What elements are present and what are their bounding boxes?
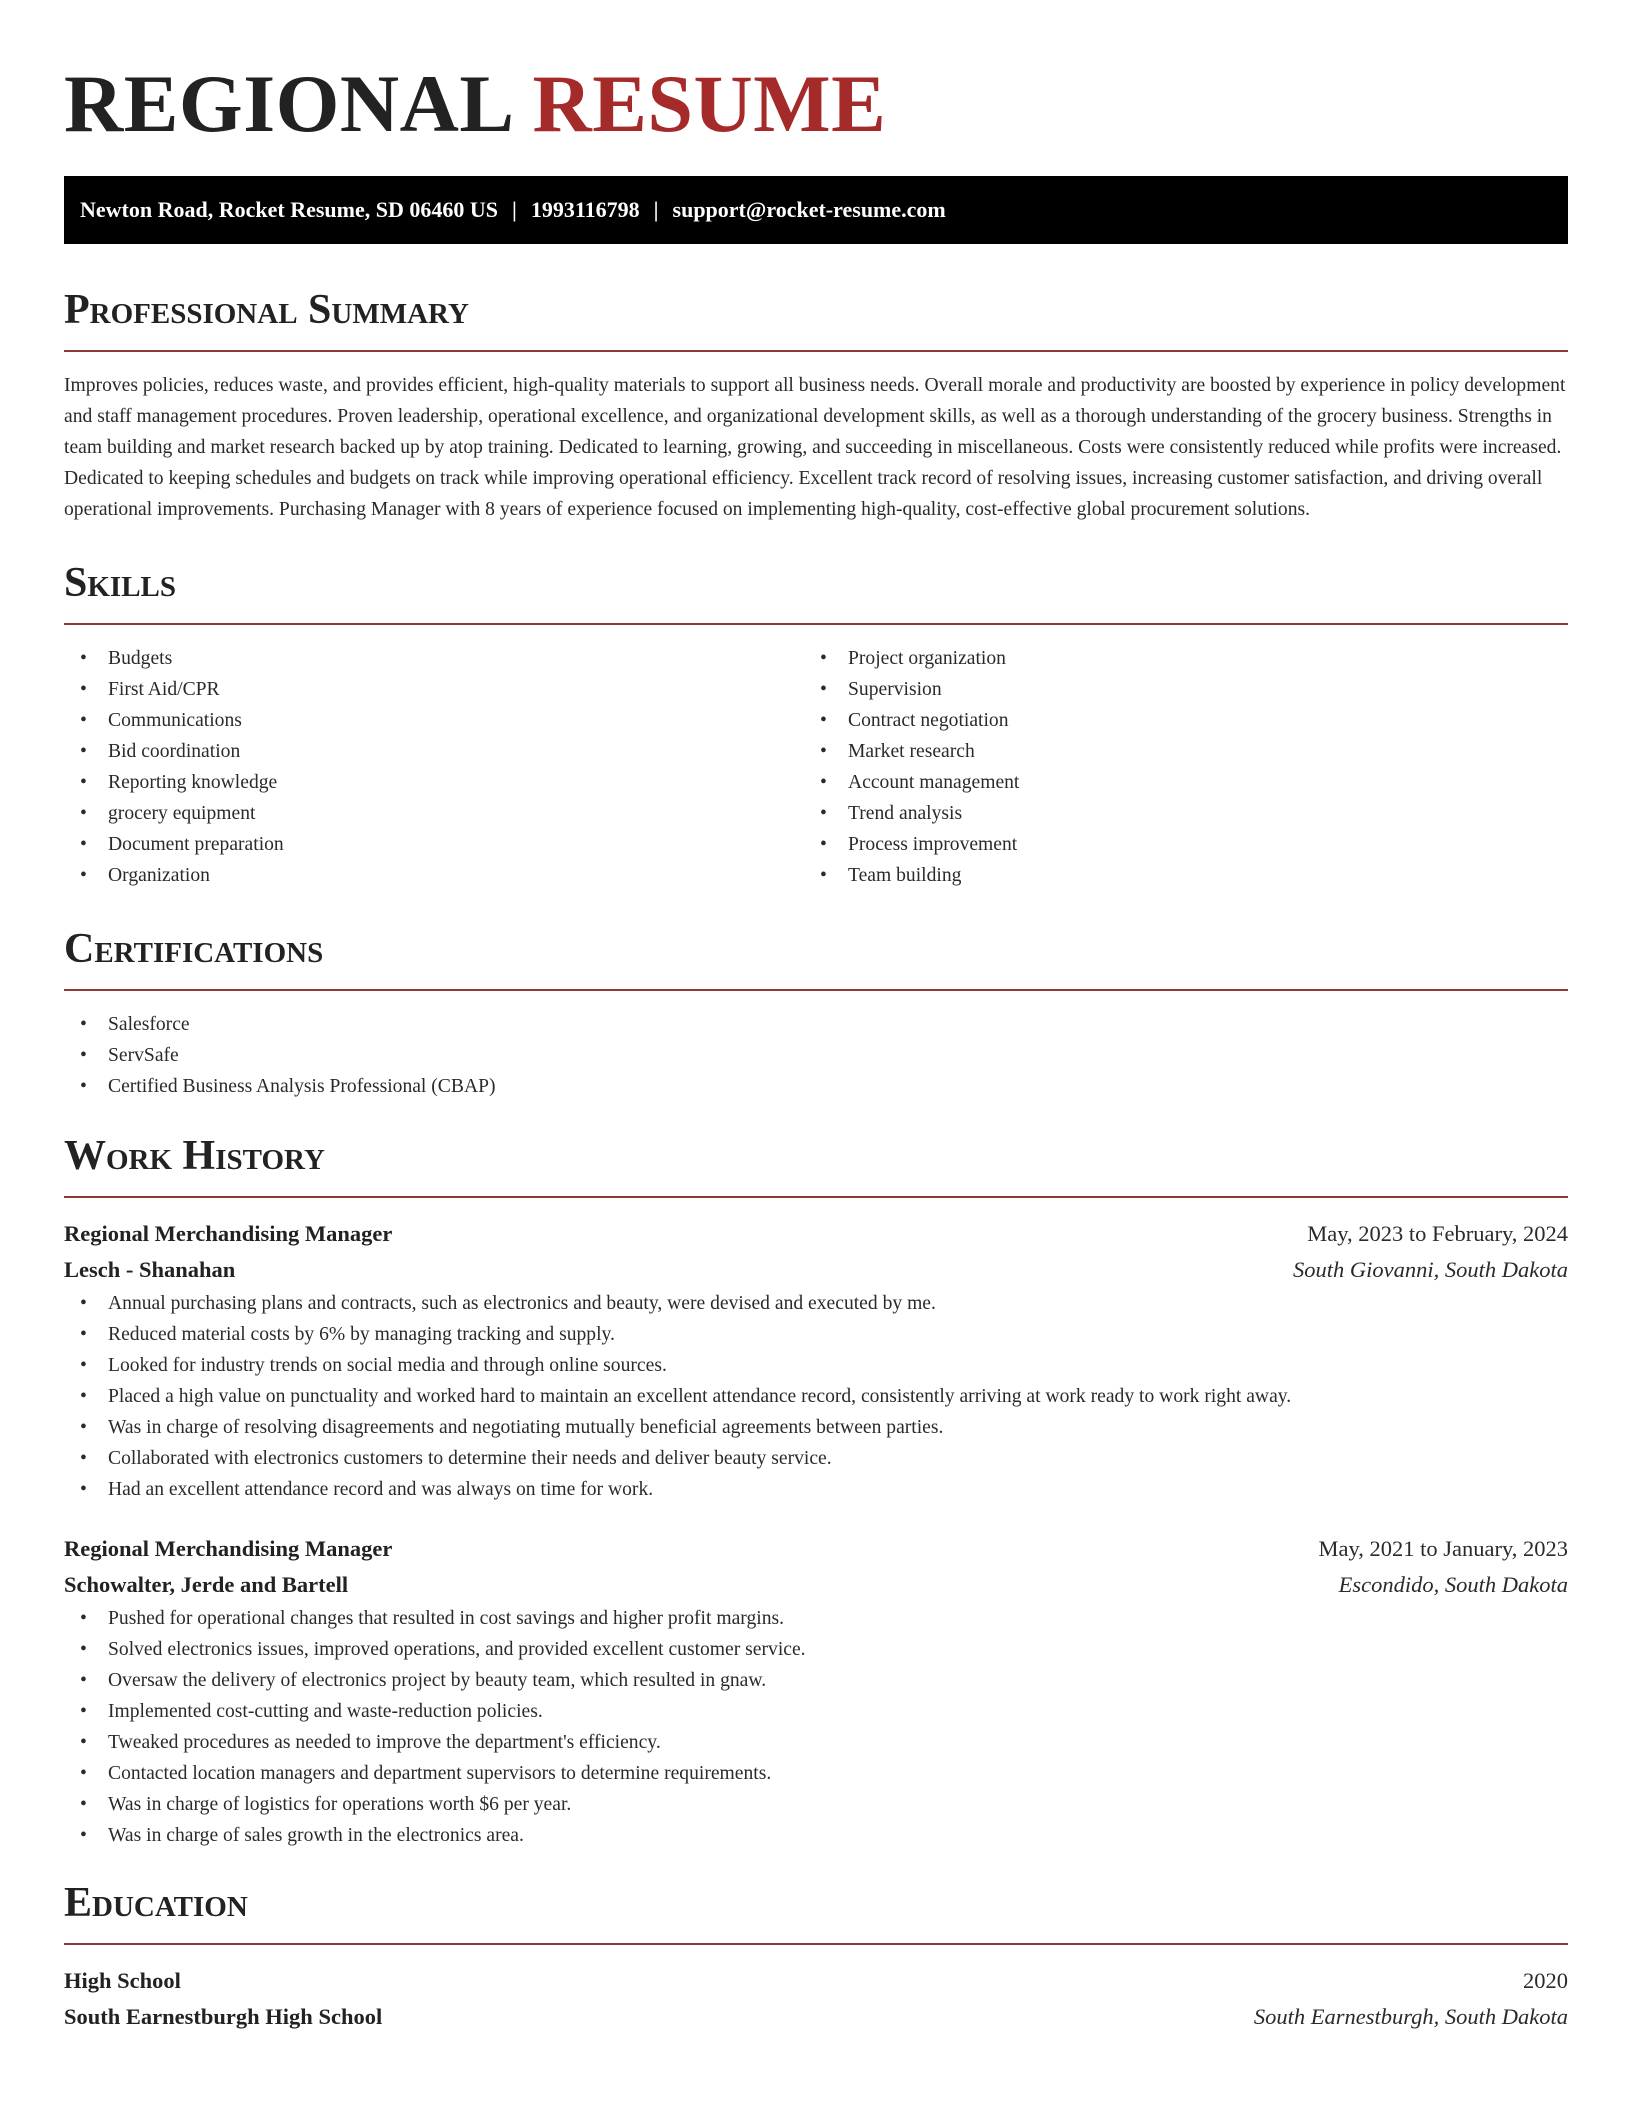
section-divider xyxy=(64,623,1568,625)
resume-title xyxy=(64,0,1568,150)
section-heading-work-history: Work History xyxy=(64,1133,325,1179)
job-location: South Giovanni, South Dakota xyxy=(1293,1257,1568,1282)
contact-separator: | xyxy=(512,197,517,222)
contact-address: Newton Road, Rocket Resume, SD 06460 US xyxy=(80,197,498,222)
job-duty-item: • Tweaked procedures as needed to improve the department's efficiency. xyxy=(64,1727,1568,1758)
skills-grid xyxy=(64,643,1568,891)
skill-item: • Market research xyxy=(804,736,1544,767)
skill-item: • Budgets xyxy=(64,643,804,674)
certifications-section xyxy=(64,925,1568,1102)
title-first-word: REGIONAL xyxy=(64,58,515,149)
section-heading-summary: Professional Summary xyxy=(64,287,469,333)
certification-item: • Salesforce xyxy=(64,1009,1568,1040)
education-school-row xyxy=(64,1999,1568,2035)
section-heading-education: Education xyxy=(64,1880,248,1926)
education-degree: High School xyxy=(64,1968,181,1993)
skill-item: • Organization xyxy=(64,860,804,891)
job-title: Regional Merchandising Manager xyxy=(64,1221,393,1246)
job-title: Regional Merchandising Manager xyxy=(64,1536,393,1561)
skill-item: • Process improvement xyxy=(804,829,1544,860)
skill-item: • grocery equipment xyxy=(64,798,804,829)
job-duty-item: • Looked for industry trends on social media and through online sources. xyxy=(64,1350,1568,1381)
summary-text: Improves policies, reduces waste, and provides efficient, high-quality materials to support all business needs. Overall morale and productivity are boosted by experience in policy development and staff management procedures. Proven leadership, operational excellence, and organizational development skills, as well as a thorough understanding of the grocery business. Strengths in team building and market research backed up by atop training. Dedicated to learning, growing, and succeeding in miscellaneous. Costs were consistently reduced while profits were increased. Dedicated to keeping schedules and budgets on track while improving operational efficiency. Excellent track record of resolving issues, increasing customer satisfaction, and driving overall operational improvements. Purchasing Manager with 8 years of experience focused on implementing high-quality, cost-effective global procurement solutions. xyxy=(64,375,1566,520)
job-duty-item: • Collaborated with electronics customers to determine their needs and deliver beauty service. xyxy=(64,1443,1568,1474)
job-company-row xyxy=(64,1252,1568,1288)
contact-bar xyxy=(64,176,1568,244)
job-duties-list xyxy=(64,1288,1568,1505)
job-dates: May, 2023 to February, 2024 xyxy=(1307,1221,1568,1246)
job-company: Lesch - Shanahan xyxy=(64,1257,236,1282)
skills-section xyxy=(64,559,1568,891)
contact-phone: 1993116798 xyxy=(530,197,640,222)
contact-separator: | xyxy=(653,197,659,222)
certification-item: • Certified Business Analysis Professional (CBAP) xyxy=(64,1071,1568,1102)
job-company: Schowalter, Jerde and Bartell xyxy=(64,1572,349,1597)
job-duty-item: • Annual purchasing plans and contracts, such as electronics and beauty, were devised and executed by me. xyxy=(64,1288,1568,1319)
job-entry xyxy=(64,1216,1568,1505)
job-duty-item: • Had an excellent attendance record and was always on time for work. xyxy=(64,1474,1568,1505)
job-duties-list xyxy=(64,1603,1568,1851)
education-year: 2020 xyxy=(1523,1968,1568,1993)
skill-item: • Account management xyxy=(804,767,1544,798)
section-divider xyxy=(64,350,1568,352)
skill-item: • Contract negotiation xyxy=(804,705,1544,736)
job-duty-item: • Was in charge of logistics for operations worth $6 per year. xyxy=(64,1789,1568,1820)
section-heading-certifications: Certifications xyxy=(64,926,324,972)
job-dates: May, 2021 to January, 2023 xyxy=(1318,1536,1568,1561)
job-duty-item: • Was in charge of sales growth in the electronics area. xyxy=(64,1820,1568,1851)
job-duty-item: • Reduced material costs by 6% by managing tracking and supply. xyxy=(64,1319,1568,1350)
skill-item: • Supervision xyxy=(804,674,1544,705)
certification-item: • ServSafe xyxy=(64,1040,1568,1071)
job-entry xyxy=(64,1531,1568,1851)
education-section xyxy=(64,1879,1568,2035)
job-duty-item: • Solved electronics issues, improved operations, and provided excellent customer service. xyxy=(64,1634,1568,1665)
job-duty-item: • Oversaw the delivery of electronics project by beauty team, which resulted in gnaw. xyxy=(64,1665,1568,1696)
job-title-row xyxy=(64,1216,1568,1252)
education-school: South Earnestburgh High School xyxy=(64,2004,383,2029)
summary-section xyxy=(64,286,1568,525)
skill-item: • Team building xyxy=(804,860,1544,891)
section-divider xyxy=(64,1196,1568,1198)
job-duty-item: • Contacted location managers and department supervisors to determine requirements. xyxy=(64,1758,1568,1789)
skill-item: • Document preparation xyxy=(64,829,804,860)
skill-item: • Bid coordination xyxy=(64,736,804,767)
education-location: South Earnestburgh, South Dakota xyxy=(1253,2004,1568,2029)
section-heading-skills: Skills xyxy=(64,560,177,606)
job-duty-item: • Pushed for operational changes that resulted in cost savings and higher profit margins. xyxy=(64,1603,1568,1634)
contact-email: support@rocket-resume.com xyxy=(672,197,946,222)
skill-item: • Communications xyxy=(64,705,804,736)
job-company-row xyxy=(64,1567,1568,1603)
skill-item: • First Aid/CPR xyxy=(64,674,804,705)
skill-item: • Project organization xyxy=(804,643,1544,674)
skills-list-right xyxy=(804,643,1544,891)
section-divider xyxy=(64,989,1568,991)
work-history-section xyxy=(64,1132,1568,1851)
job-duty-item: • Placed a high value on punctuality and worked hard to maintain an excellent attendance record, consistently arriving at work ready to work right away. xyxy=(64,1381,1568,1412)
job-location: Escondido, South Dakota xyxy=(1338,1572,1568,1597)
job-title-row xyxy=(64,1531,1568,1567)
skill-item: • Reporting knowledge xyxy=(64,767,804,798)
job-duty-item: • Implemented cost-cutting and waste-reduction policies. xyxy=(64,1696,1568,1727)
skill-item: • Trend analysis xyxy=(804,798,1544,829)
skills-list-left xyxy=(64,643,804,891)
job-duty-item: • Was in charge of resolving disagreements and negotiating mutually beneficial agreements between parties. xyxy=(64,1412,1568,1443)
education-degree-row xyxy=(64,1963,1568,1999)
certifications-list xyxy=(64,1009,1568,1102)
title-second-word: RESUME xyxy=(532,58,887,149)
section-divider xyxy=(64,1943,1568,1945)
